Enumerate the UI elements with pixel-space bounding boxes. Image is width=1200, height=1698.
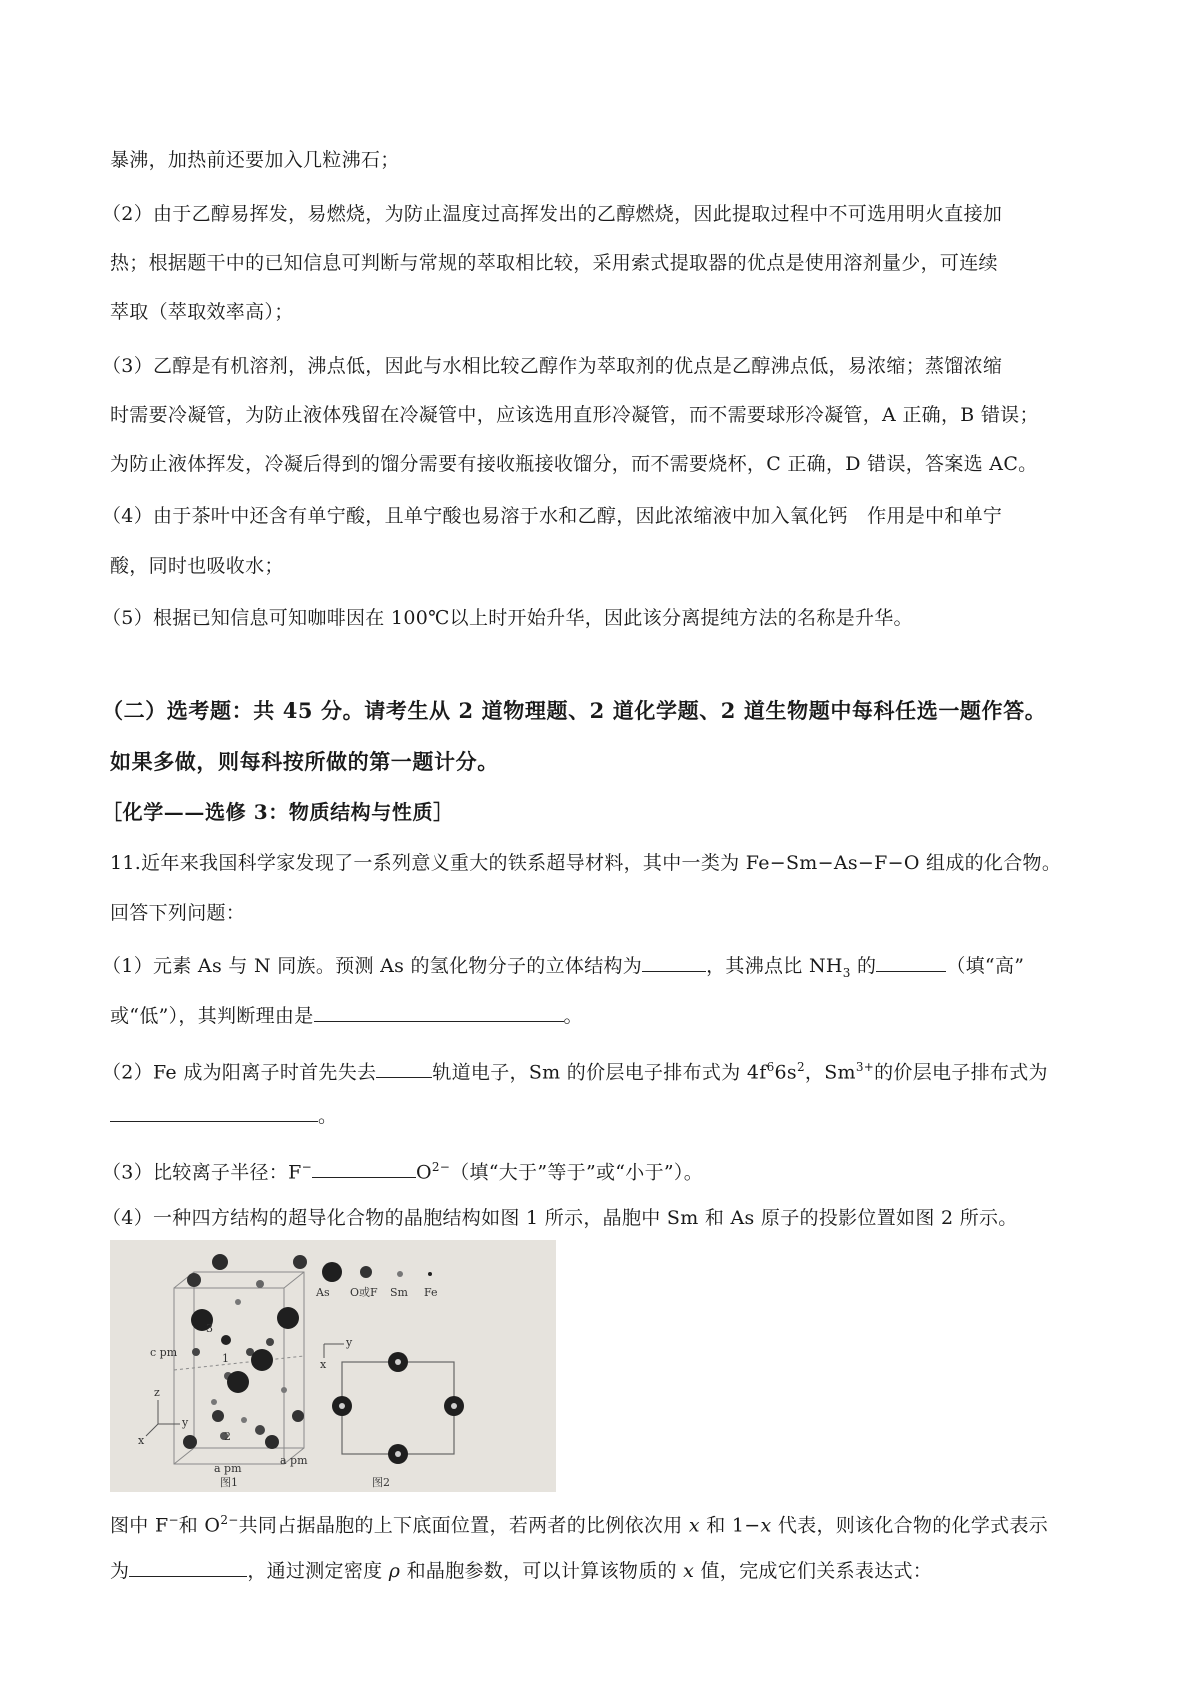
after-text-a: 图中 F <box>110 1514 169 1537</box>
label-a-pm-2: a pm <box>280 1454 308 1467</box>
q1-text-d: （填“高” <box>946 955 1025 977</box>
text-line-10: （5）根据已知信息可知咖啡因在 100℃以上时开始升华，因此该分离提纯方法的名称是升华。 <box>102 607 913 629</box>
q1-text-b: ，其沸点比 NH <box>706 955 843 977</box>
text-line-1: 暴沸，加热前还要加入几粒沸石； <box>110 149 400 171</box>
atom <box>187 1273 201 1287</box>
atom <box>235 1299 241 1305</box>
after-text-e: 代表，则该化合物的化学式表示 <box>771 1514 1049 1537</box>
q1-text-f: 。 <box>563 1005 583 1027</box>
figure-2-cell <box>342 1362 454 1454</box>
q3-superscript: 2− <box>431 1160 451 1174</box>
q1-text-c: 的 <box>850 955 877 977</box>
module-title: ［化学——选修 3：物质结构与性质］ <box>102 800 454 824</box>
atom <box>256 1280 264 1288</box>
q2-text-b: 轨道电子，Sm 的价层电子排布式为 4f <box>432 1061 767 1084</box>
atom <box>265 1435 279 1449</box>
question-11-intro: 11.近年来我国科学家发现了一系列意义重大的铁系超导材料，其中一类为 Fe−Sm−As−F−O 组成的化合物。 <box>110 852 1062 874</box>
q3-text-a: （3）比较离子半径：F <box>102 1161 302 1184</box>
figure-2-atoms <box>332 1352 464 1464</box>
text-line-5: （3）乙醇是有机溶剂，沸点低，因此与水相比较乙醇作为萃取剂的优点是乙醇沸点低，易浓缩；蒸馏浓缩 <box>102 355 1003 377</box>
label-a-pm-1: a pm <box>214 1462 242 1475</box>
label-c-pm: c pm <box>150 1346 178 1359</box>
atom <box>241 1417 247 1423</box>
after-text-g: ，通过测定密度 <box>247 1560 389 1582</box>
axis-x: x <box>138 1434 145 1447</box>
atom <box>183 1435 197 1449</box>
fig2-axis-y: y <box>346 1336 353 1349</box>
atom <box>221 1335 231 1345</box>
sub-question-3 <box>102 1153 1087 1186</box>
atom <box>251 1349 273 1371</box>
q2-text-c: 6s <box>774 1061 797 1084</box>
after-text-b: 和 O <box>178 1514 221 1537</box>
answer-blank[interactable] <box>314 1001 564 1022</box>
atom <box>212 1410 224 1422</box>
variable-x: x <box>688 1514 700 1537</box>
atom <box>292 1410 304 1422</box>
legend-sm: Sm <box>390 1286 408 1299</box>
legend-of-marker <box>360 1266 372 1278</box>
q2-superscript: 2 <box>796 1060 805 1074</box>
figure-1-caption: 图1 <box>220 1476 238 1489</box>
q3-text-c: （填“大于”等于”或“小于”）。 <box>450 1161 703 1184</box>
variable-x: x <box>683 1560 695 1582</box>
q3-superscript: − <box>301 1160 312 1174</box>
legend-fe: Fe <box>424 1286 438 1299</box>
atom-projection-center <box>451 1403 457 1409</box>
variable-rho: ρ <box>388 1560 401 1582</box>
atom <box>293 1255 307 1269</box>
text-line-3: 热；根据题干中的已知信息可判断与常规的萃取相比较，采用索式提取器的优点是使用溶剂量少，可连续 <box>110 252 998 274</box>
atom-projection-center <box>395 1359 401 1365</box>
question-11-prompt: 回答下列问题： <box>110 902 246 924</box>
atom <box>212 1254 228 1270</box>
legend-of: O或F <box>350 1286 378 1299</box>
axis-y: y <box>182 1416 189 1429</box>
atom <box>277 1307 299 1329</box>
q2-text-a: （2）Fe 成为阳离子时首先失去 <box>102 1061 377 1084</box>
answer-blank[interactable] <box>110 1101 318 1122</box>
sub-question-2 <box>102 1053 1087 1086</box>
q2-superscript: 3+ <box>855 1060 875 1074</box>
q2-text-d: ，Sm <box>804 1061 856 1084</box>
q2-superscript: 6 <box>766 1060 775 1074</box>
axis-z: z <box>154 1386 160 1399</box>
after-text-i: 值，完成它们关系表达式： <box>694 1560 933 1582</box>
text-line-4: 萃取（萃取效率高）； <box>110 301 294 323</box>
answer-blank[interactable] <box>129 1556 247 1577</box>
crystal-structure-figure <box>110 1240 556 1492</box>
section-header: （二）选考题：共 45 分。请考生从 2 道物理题、2 道化学题、2 道生物题中每科任选一题作答。 <box>102 698 1047 723</box>
legend-sm-marker <box>397 1271 403 1277</box>
text-line-7: 为防止液体挥发，冷凝后得到的馏分需要有接收瓶接收馏分，而不需要烧杯，C 正确，D 错误，答案选 AC。 <box>110 453 1038 475</box>
sub-question-2-cont <box>110 1101 1095 1130</box>
sub-question-1 <box>102 951 1087 987</box>
after-superscript: 2− <box>220 1513 239 1527</box>
after-text-d: 和 1− <box>699 1514 761 1537</box>
atom <box>281 1387 287 1393</box>
fig2-axis-x: x <box>320 1358 327 1371</box>
axes-fig1 <box>146 1400 180 1436</box>
q2-text-e: 的价层电子排布式为 <box>874 1061 1048 1084</box>
after-figure-line-2 <box>110 1556 1095 1585</box>
sub-question-1-cont <box>110 1001 1095 1030</box>
atom-projection-center <box>339 1403 345 1409</box>
sub-question-4: （4）一种四方结构的超导化合物的晶胞结构如图 1 所示，晶胞中 Sm 和 As 原子的投影位置如图 2 所示。 <box>102 1207 1018 1229</box>
after-text-c: 共同占据晶胞的上下底面位置，若两者的比例依次用 <box>238 1514 689 1537</box>
after-superscript: − <box>168 1513 179 1527</box>
text-line-6: 时需要冷凝管，为防止液体残留在冷凝管中，应该选用直形冷凝管，而不需要球形冷凝管，A 正确，B 错误； <box>110 404 1039 426</box>
label-1: 1 <box>222 1352 229 1365</box>
atom <box>255 1425 265 1435</box>
text-line-9: 酸，同时也吸收水； <box>110 555 284 577</box>
answer-blank[interactable] <box>376 1057 432 1078</box>
legend-as: As <box>316 1286 330 1299</box>
variable-x: x <box>760 1514 772 1537</box>
label-3: 3 <box>206 1322 213 1335</box>
atom-projection-center <box>395 1451 401 1457</box>
atom <box>266 1338 274 1346</box>
answer-blank[interactable] <box>642 951 706 972</box>
section-header-cont: 如果多做，则每科按所做的第一题计分。 <box>110 749 499 774</box>
atoms <box>183 1254 307 1449</box>
atom <box>227 1371 249 1393</box>
atom <box>192 1348 200 1356</box>
q1-text-a: （1）元素 As 与 N 同族。预测 As 的氢化物分子的立体结构为 <box>102 955 643 977</box>
q3-text-b: O <box>415 1161 432 1184</box>
q2-text-f: 。 <box>318 1105 338 1127</box>
axes-fig2 <box>324 1344 344 1358</box>
label-2: 2 <box>224 1430 231 1443</box>
legend <box>315 1262 438 1299</box>
text-line-2: （2）由于乙醇易挥发，易燃烧，为防止温度过高挥发出的乙醇燃烧，因此提取过程中不可选用明火直接加 <box>102 203 1003 225</box>
atom <box>211 1399 217 1405</box>
after-text-h: 和晶胞参数，可以计算该物质的 <box>400 1560 684 1582</box>
crystal-diagram <box>110 1240 556 1492</box>
q1-subscript: 3 <box>842 965 851 980</box>
legend-fe-marker <box>428 1272 432 1276</box>
q1-text-e: 或“低”），其判断理由是 <box>110 1005 314 1027</box>
after-text-f: 为 <box>110 1560 130 1582</box>
answer-blank[interactable] <box>312 1157 416 1178</box>
answer-blank[interactable] <box>876 951 946 972</box>
figure-2-caption: 图2 <box>372 1476 390 1489</box>
after-figure-line-1 <box>110 1506 1095 1539</box>
text-line-8: （4）由于茶叶中还含有单宁酸，且单宁酸也易溶于水和乙醇，因此浓缩液中加入氧化钙 作用是中和单宁 <box>102 505 1003 527</box>
legend-as-marker <box>322 1262 342 1282</box>
